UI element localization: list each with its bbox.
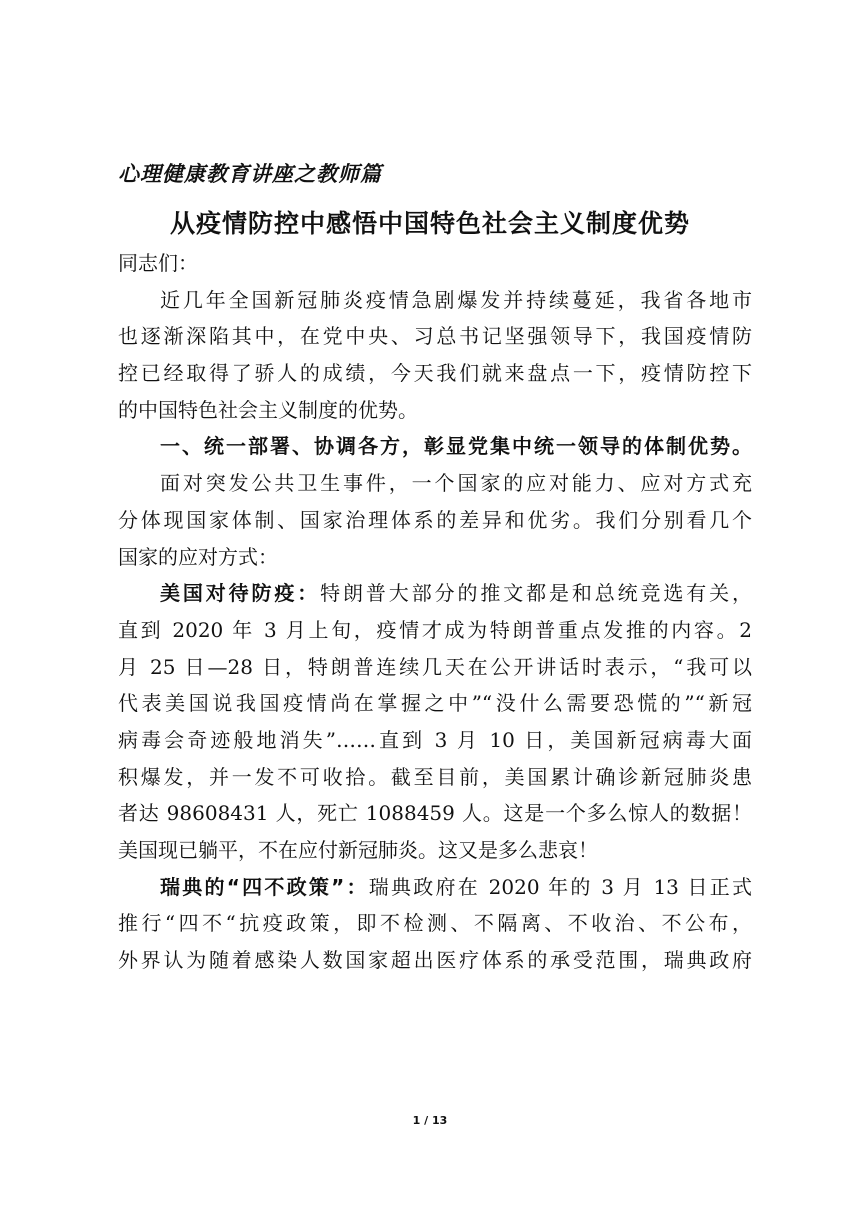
- section-line: 分体现国家体制、国家治理体系的差异和优劣。我们分别看几个: [118, 507, 752, 532]
- intro-line: 近几年全国新冠肺炎疫情急剧爆发并持续蔓延，我省各地市: [160, 287, 752, 312]
- usa-line: 代表美国说我国疫情尚在掌握之中”“没什么需要恐慌的”“新冠: [118, 691, 752, 716]
- usa-line: 病毒会奇迹般地消失”……直到 3 月 10 日，美国新冠病毒大面: [118, 727, 752, 752]
- salutation: 同志们：: [118, 251, 198, 275]
- sweden-label: 瑞典的“四不政策”：: [160, 874, 369, 899]
- document-title: 从疫情防控中感悟中国特色社会主义制度优势: [169, 209, 690, 238]
- section-line: 面对突发公共卫生事件，一个国家的应对能力、应对方式充: [160, 471, 752, 496]
- usa-line: 美国现已躺平，不在应付新冠肺炎。这又是多么悲哀！: [118, 838, 598, 862]
- intro-line: 控已经取得了骄人的成绩，今天我们就来盘点一下，疫情防控下: [118, 361, 752, 386]
- sweden-line: 外界认为随着感染人数国家超出医疗体系的承受范围，瑞典政府: [118, 948, 752, 973]
- page-number: 1 / 13: [412, 1114, 448, 1127]
- sweden-line: 推行“四不“抗疫政策，即不检测、不隔离、不收治、不公布，: [118, 911, 752, 936]
- usa-label: 美国对待防疫：: [160, 581, 321, 606]
- usa-first-line-text: 特朗普大部分的推文都是和总统竞选有关，: [320, 581, 753, 606]
- sweden-first-line-text: 瑞典政府在 2020 年的 3 月 13 日正式: [368, 874, 753, 899]
- usa-line: 月 25 日—28 日，特朗普连续几天在公开讲话时表示，“我可以: [118, 654, 752, 679]
- document-body: [118, 245, 752, 979]
- usa-line: 直到 2020 年 3 月上旬，疫情才成为特朗普重点发推的内容。2: [118, 617, 752, 642]
- usa-line: 积爆发，并一发不可收拾。截至目前，美国累计确诊新冠肺炎患: [118, 764, 752, 789]
- intro-line: 的中国特色社会主义制度的优势。: [118, 397, 418, 422]
- section-heading: 一、统一部署、协调各方，彰显党集中统一领导的体制优势。: [160, 434, 752, 459]
- section-line: 国家的应对方式：: [118, 544, 278, 569]
- usa-paragraph-first-line: [118, 575, 752, 612]
- intro-line: 也逐渐深陷其中，在党中央、习总书记坚强领导下，我国疫情防: [118, 324, 752, 349]
- document-kicker: 心理健康教育讲座之教师篇: [118, 161, 382, 186]
- sweden-paragraph-first-line: [118, 869, 752, 906]
- usa-line: 者达 98608431 人，死亡 1088459 人。这是一个多么惊人的数据！: [118, 801, 752, 826]
